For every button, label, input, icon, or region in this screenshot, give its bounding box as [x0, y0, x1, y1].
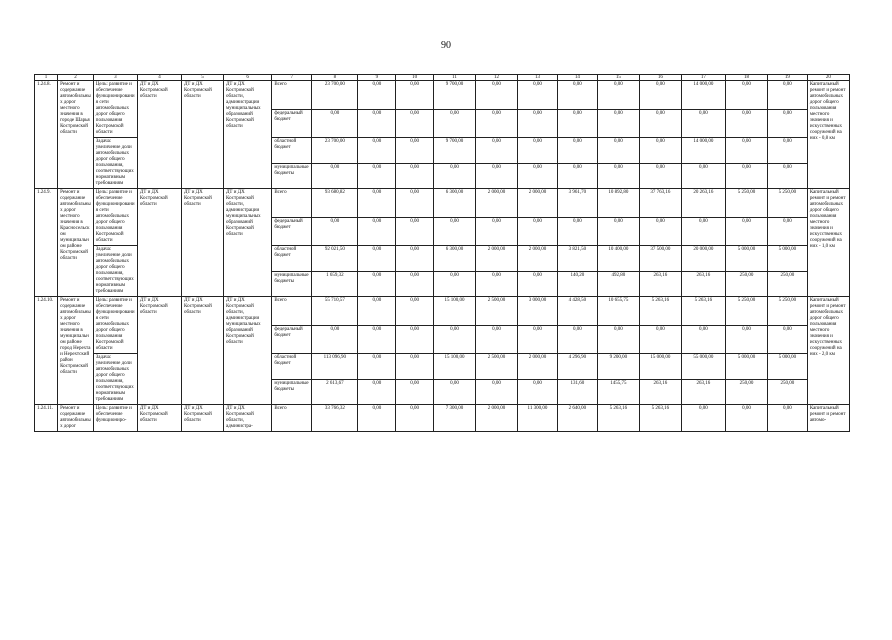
header-cell: 10	[396, 75, 434, 81]
value-cell: 6 300,00	[434, 189, 476, 218]
value-cell: 0,00	[358, 325, 396, 354]
value-cell: 4 428,50	[557, 297, 597, 326]
task-cell: Задача: увеличение доли автомобильных дорог общего пользования, соответствующих нормативным требованиям	[93, 354, 137, 405]
value-cell: 0,00	[725, 163, 767, 189]
value-cell: 0,00	[434, 163, 476, 189]
funding-source: Всего	[272, 189, 312, 218]
participants-cell: ДТ и ДХ Костромской области, администрации муниципальных образований Костромской области	[224, 297, 272, 405]
value-cell: 3 000,00	[518, 297, 558, 326]
participants-cell: ДТ и ДХ Костромской области, администра-	[224, 405, 272, 432]
row-id: 1.24.11.	[35, 405, 58, 432]
header-cell: 2	[58, 75, 94, 81]
value-cell: 140,20	[557, 271, 597, 297]
value-cell: 0,00	[767, 81, 807, 110]
value-cell: 0,00	[557, 217, 597, 246]
goal-cell: Цель: развитие и обеспечение функциониро-	[93, 405, 137, 432]
row-id: 1.24.10.	[35, 297, 58, 405]
value-cell: 0,00	[725, 81, 767, 110]
value-cell: 0,00	[518, 109, 558, 138]
executor-cell: ДТ и ДХ Костромской области	[137, 405, 181, 432]
value-cell: 0,00	[518, 379, 558, 405]
header-cell: 11	[434, 75, 476, 81]
table-row	[35, 81, 850, 110]
value-cell: 250,00	[725, 379, 767, 405]
value-cell: 0,00	[396, 325, 434, 354]
result-note: Капитальный ремонт и ремонт автомобильных дорог общего пользования местного значения и искусственных сооружений на них - 1,0 км	[807, 189, 849, 297]
value-cell: 0,00	[557, 138, 597, 164]
goal-cell: Цель: развитие и обеспечение функционирования сети автомобильных дорог общего пользования Костромской области	[93, 297, 137, 354]
value-cell: 5 000,00	[767, 354, 807, 380]
value-cell: 0,00	[767, 163, 807, 189]
header-cell: 18	[725, 75, 767, 81]
value-cell: 0,00	[725, 138, 767, 164]
measure-name: Ремонт и содержание автомобильных дорог местного значения в Красносельском муниципальном районе Костромской области	[58, 189, 94, 297]
funding-source: федеральный бюджет	[272, 325, 312, 354]
value-cell: 23 700,00	[312, 81, 358, 110]
value-cell: 0,00	[396, 379, 434, 405]
value-cell: 11 300,00	[518, 405, 558, 432]
value-cell: 0,00	[396, 109, 434, 138]
value-cell: 5 263,16	[681, 297, 725, 326]
value-cell: 2 640,00	[557, 405, 597, 432]
value-cell: 0,00	[358, 379, 396, 405]
value-cell: 0,00	[396, 297, 434, 326]
row-id: 1.24.9.	[35, 189, 58, 297]
value-cell: 0,00	[518, 325, 558, 354]
funding-source: областной бюджет	[272, 138, 312, 164]
value-cell: 131,60	[557, 379, 597, 405]
table-row	[35, 297, 850, 326]
value-cell: 0,00	[518, 163, 558, 189]
customer-cell: ДТ и ДХ Костромской области	[182, 81, 224, 189]
header-cell: 14	[557, 75, 597, 81]
value-cell: 0,00	[476, 109, 518, 138]
value-cell: 37 500,00	[639, 246, 681, 272]
value-cell: 5 250,00	[767, 189, 807, 218]
value-cell: 0,00	[767, 325, 807, 354]
value-cell: 0,00	[476, 217, 518, 246]
value-cell: 263,16	[639, 271, 681, 297]
value-cell: 492,80	[597, 271, 639, 297]
value-cell: 10 892,80	[597, 189, 639, 218]
value-cell: 0,00	[557, 163, 597, 189]
funding-source: Всего	[272, 297, 312, 326]
value-cell: 5 263,16	[639, 297, 681, 326]
value-cell: 1455,75	[597, 379, 639, 405]
value-cell: 0,00	[639, 163, 681, 189]
value-cell: 14 000,00	[681, 81, 725, 110]
value-cell: 9 700,00	[434, 81, 476, 110]
executor-cell: ДТ и ДХ Костромской области	[137, 81, 181, 189]
value-cell: 0,00	[639, 109, 681, 138]
header-cell: 20	[807, 75, 849, 81]
table-row	[35, 405, 850, 432]
customer-cell: ДТ и ДХ Костромской области	[182, 189, 224, 297]
value-cell: 3 961,70	[557, 189, 597, 218]
header-cell: 5	[182, 75, 224, 81]
value-cell: 0,00	[396, 246, 434, 272]
value-cell: 0,00	[557, 81, 597, 110]
value-cell: 0,00	[597, 217, 639, 246]
value-cell: 0,00	[681, 163, 725, 189]
value-cell: 0,00	[396, 138, 434, 164]
value-cell: 0,00	[396, 405, 434, 432]
value-cell: 0,00	[476, 138, 518, 164]
table-row	[35, 189, 850, 218]
value-cell: 0,00	[639, 81, 681, 110]
value-cell: 0,00	[597, 109, 639, 138]
value-cell: 0,00	[476, 271, 518, 297]
header-cell: 17	[681, 75, 725, 81]
value-cell: 0,00	[312, 217, 358, 246]
value-cell: 0,00	[312, 163, 358, 189]
value-cell: 250,00	[767, 379, 807, 405]
value-cell: 15 000,00	[639, 354, 681, 380]
value-cell: 2 000,00	[518, 246, 558, 272]
value-cell: 0,00	[597, 163, 639, 189]
value-cell: 0,00	[518, 271, 558, 297]
header-cell: 9	[358, 75, 396, 81]
header-cell: 13	[518, 75, 558, 81]
value-cell: 0,00	[597, 81, 639, 110]
value-cell: 37 763,16	[639, 189, 681, 218]
header-cell: 6	[224, 75, 272, 81]
value-cell: 0,00	[434, 109, 476, 138]
value-cell: 4 296,90	[557, 354, 597, 380]
funding-source: областной бюджет	[272, 246, 312, 272]
value-cell: 20 000,00	[681, 246, 725, 272]
value-cell: 0,00	[518, 217, 558, 246]
value-cell: 0,00	[434, 325, 476, 354]
value-cell: 0,00	[681, 217, 725, 246]
value-cell: 250,00	[725, 271, 767, 297]
header-cell: 8	[312, 75, 358, 81]
value-cell: 0,00	[557, 109, 597, 138]
customer-cell: ДТ и ДХ Костромской области	[182, 405, 224, 432]
value-cell: 2 500,00	[476, 354, 518, 380]
value-cell: 10 655,75	[597, 297, 639, 326]
goal-cell: Цель: развитие и обеспечение функционирования сети автомобильных дорог общего пользования Костромской области	[93, 189, 137, 246]
value-cell: 3 821,50	[557, 246, 597, 272]
value-cell: 9 700,00	[434, 138, 476, 164]
funding-source: федеральный бюджет	[272, 217, 312, 246]
value-cell: 0,00	[476, 325, 518, 354]
task-cell: Задача: увеличение доли автомобильных дорог общего пользования, соответствующих нормативным требованиям	[93, 246, 137, 297]
value-cell: 0,00	[476, 163, 518, 189]
executor-cell: ДТ и ДХ Костромской области	[137, 297, 181, 405]
value-cell: 5 263,16	[597, 405, 639, 432]
value-cell: 0,00	[681, 405, 725, 432]
value-cell: 2 000,00	[518, 189, 558, 218]
value-cell: 0,00	[358, 217, 396, 246]
value-cell: 0,00	[396, 189, 434, 218]
value-cell: 14 000,00	[681, 138, 725, 164]
measure-name: Ремонт и содержание автомобильных дорог	[58, 405, 94, 432]
value-cell: 0,00	[681, 325, 725, 354]
value-cell: 2 613,67	[312, 379, 358, 405]
value-cell: 0,00	[358, 109, 396, 138]
result-note: Капитальный ремонт и ремонт автомобильных дорог общего пользования местного значения и искусственных сооружений на них - 0,8 км	[807, 81, 849, 189]
value-cell: 55 710,57	[312, 297, 358, 326]
value-cell: 0,00	[767, 138, 807, 164]
value-cell: 10 400,00	[597, 246, 639, 272]
funding-source: муниципальные бюджеты	[272, 379, 312, 405]
value-cell: 0,00	[396, 81, 434, 110]
value-cell: 0,00	[358, 297, 396, 326]
header-cell: 15	[597, 75, 639, 81]
value-cell: 5 250,00	[725, 297, 767, 326]
funding-source: муниципальные бюджеты	[272, 163, 312, 189]
value-cell: 0,00	[396, 163, 434, 189]
customer-cell: ДТ и ДХ Костромской области	[182, 297, 224, 405]
value-cell: 9 200,00	[597, 354, 639, 380]
value-cell: 0,00	[767, 217, 807, 246]
value-cell: 0,00	[358, 81, 396, 110]
value-cell: 0,00	[358, 405, 396, 432]
header-cell: 4	[137, 75, 181, 81]
value-cell: 263,16	[681, 271, 725, 297]
value-cell: 15 100,00	[434, 297, 476, 326]
value-cell: 0,00	[725, 405, 767, 432]
value-cell: 5 250,00	[767, 297, 807, 326]
value-cell: 6 300,00	[434, 246, 476, 272]
value-cell: 5 263,16	[639, 405, 681, 432]
value-cell: 0,00	[312, 109, 358, 138]
program-table	[34, 74, 850, 432]
value-cell: 5 000,00	[725, 354, 767, 380]
value-cell: 2 000,00	[476, 405, 518, 432]
value-cell: 0,00	[639, 217, 681, 246]
value-cell: 263,16	[681, 379, 725, 405]
participants-cell: ДТ и ДХ Костромской области, администрации муниципальных образований Костромской области	[224, 81, 272, 189]
value-cell: 0,00	[639, 138, 681, 164]
funding-source: Всего	[272, 405, 312, 432]
value-cell: 0,00	[597, 138, 639, 164]
header-cell: 1	[35, 75, 58, 81]
value-cell: 0,00	[396, 354, 434, 380]
task-cell: Задача: увеличение доли автомобильных дорог общего пользования, соответствующих нормативным требованиям	[93, 138, 137, 189]
value-cell: 0,00	[358, 138, 396, 164]
value-cell: 0,00	[597, 325, 639, 354]
value-cell: 2 000,00	[518, 354, 558, 380]
value-cell: 0,00	[725, 325, 767, 354]
value-cell: 263,16	[639, 379, 681, 405]
value-cell: 92 021,50	[312, 246, 358, 272]
value-cell: 0,00	[434, 379, 476, 405]
row-id: 1.24.8.	[35, 81, 58, 189]
value-cell: 23 700,00	[312, 138, 358, 164]
header-cell: 19	[767, 75, 807, 81]
participants-cell: ДТ и ДХ Костромской области, администрации муниципальных образований Костромской области	[224, 189, 272, 297]
value-cell: 0,00	[725, 109, 767, 138]
value-cell: 0,00	[639, 325, 681, 354]
value-cell: 93 680,82	[312, 189, 358, 218]
value-cell: 55 000,00	[681, 354, 725, 380]
value-cell: 2 000,00	[476, 246, 518, 272]
value-cell: 0,00	[396, 217, 434, 246]
measure-name: Ремонт и содержание автомобильных дорог местного значения в городе Шарья Костромской области	[58, 81, 94, 189]
value-cell: 0,00	[312, 325, 358, 354]
value-cell: 0,00	[518, 138, 558, 164]
value-cell: 0,00	[476, 379, 518, 405]
value-cell: 5 000,00	[725, 246, 767, 272]
value-cell: 1 659,32	[312, 271, 358, 297]
executor-cell: ДТ и ДХ Костромской области	[137, 189, 181, 297]
measure-name: Ремонт и содержание автомобильных дорог местного значения в муниципальном районе город Нерехта и Нерехтский район Костромской области	[58, 297, 94, 405]
goal-cell: Цель: развитие и обеспечение функционирования сети автомобильных дорог общего пользования Костромской области	[93, 81, 137, 138]
funding-source: муниципальные бюджеты	[272, 271, 312, 297]
value-cell: 33 766,32	[312, 405, 358, 432]
value-cell: 0,00	[767, 405, 807, 432]
value-cell: 0,00	[767, 109, 807, 138]
value-cell: 0,00	[358, 189, 396, 218]
value-cell: 20 263,16	[681, 189, 725, 218]
header-cell: 16	[639, 75, 681, 81]
value-cell: 15 100,00	[434, 354, 476, 380]
value-cell: 7 300,00	[434, 405, 476, 432]
funding-source: федеральный бюджет	[272, 109, 312, 138]
value-cell: 5 000,00	[767, 246, 807, 272]
value-cell: 0,00	[358, 246, 396, 272]
value-cell: 0,00	[434, 217, 476, 246]
result-note: Капитальный ремонт и ремонт автомобильных дорог общего пользования местного значения и искусственных сооружений на них - 2,0 км	[807, 297, 849, 405]
value-cell: 5 250,00	[725, 189, 767, 218]
value-cell: 0,00	[434, 271, 476, 297]
value-cell: 113 096,90	[312, 354, 358, 380]
value-cell: 0,00	[725, 217, 767, 246]
value-cell: 0,00	[358, 271, 396, 297]
value-cell: 250,00	[767, 271, 807, 297]
value-cell: 0,00	[358, 163, 396, 189]
value-cell: 0,00	[518, 81, 558, 110]
header-cell: 7	[272, 75, 312, 81]
funding-source: Всего	[272, 81, 312, 110]
value-cell: 0,00	[396, 271, 434, 297]
result-note: Капитальный ремонт и ремонт автомо-	[807, 405, 849, 432]
value-cell: 0,00	[681, 109, 725, 138]
funding-source: областной бюджет	[272, 354, 312, 380]
value-cell: 0,00	[358, 354, 396, 380]
header-cell: 12	[476, 75, 518, 81]
value-cell: 2 000,00	[476, 189, 518, 218]
page-number: 90	[441, 40, 451, 51]
value-cell: 0,00	[476, 81, 518, 110]
value-cell: 0,00	[557, 325, 597, 354]
value-cell: 2 500,00	[476, 297, 518, 326]
header-cell: 3	[93, 75, 137, 81]
